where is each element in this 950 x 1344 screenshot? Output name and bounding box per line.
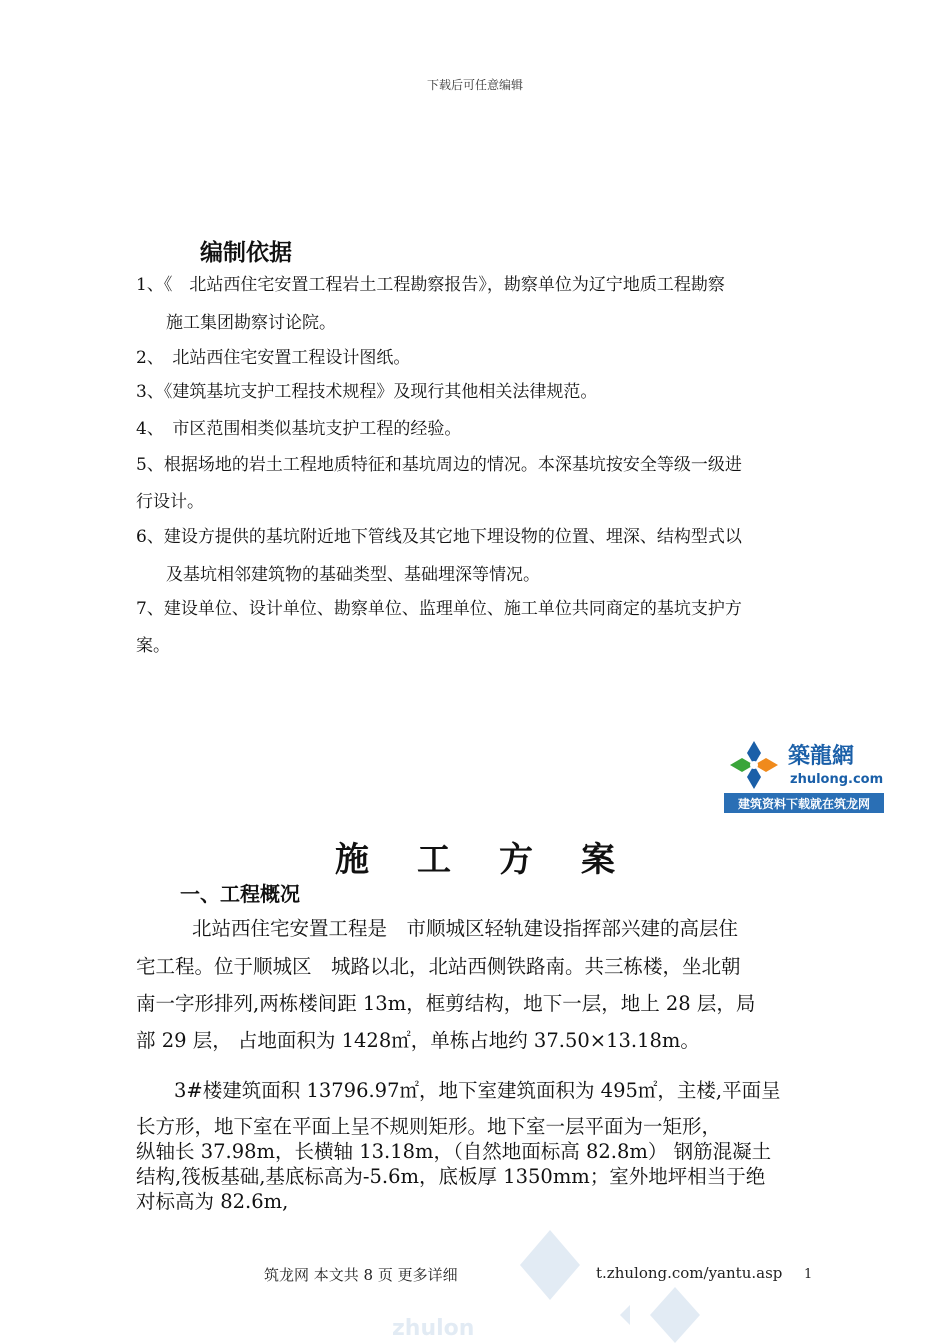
footer-url[interactable]: t.zhulong.com/yantu.asp <box>596 1264 783 1282</box>
paragraph-line: 北站西住宅安置工程是 市顺城区轻轨建设指挥部兴建的高层住 <box>192 917 739 940</box>
logo-name: 築龍網 <box>788 743 855 769</box>
paragraph-line: 对标高为 82.6m, <box>136 1190 289 1213</box>
section-title: 编制依据 <box>200 240 292 266</box>
subsection-title: 一、工程概况 <box>180 882 300 906</box>
logo-domain: zhulong.com <box>790 772 884 787</box>
list-line: 2、 北站西住宅安置工程设计图纸。 <box>136 348 411 368</box>
watermark-text: zhulon <box>392 1316 475 1341</box>
paragraph-line: 结构,筏板基础,基底标高为-5.6m，底板厚 1350mm；室外地坪相当于绝 <box>136 1165 766 1188</box>
list-line: 5、根据场地的岩土工程地质特征和基坑周边的情况。本深基坑按安全等级一级进 <box>136 455 742 475</box>
list-line: 施工集团勘察讨论院。 <box>166 313 336 333</box>
header-note: 下载后可任意编辑 <box>426 78 523 92</box>
watermark-snowflake-icon <box>640 1285 710 1344</box>
plan-title-char: 案 <box>581 840 615 880</box>
paragraph-line: 南一字形排列,两栋楼间距 13m，框剪结构，地下一层，地上 28 层，局 <box>136 992 756 1015</box>
paragraph-line: 宅工程。位于顺城区 城路以北，北站西侧铁路南。共三栋楼，坐北朝 <box>136 955 741 978</box>
list-line: 3、《建筑基坑支护工程技术规程》及现行其他相关法律规范。 <box>136 382 598 402</box>
plan-title-char: 工 <box>417 840 451 880</box>
list-line: 案。 <box>136 636 170 656</box>
plan-title-char: 方 <box>499 840 533 880</box>
list-line: 1、《 北站西住宅安置工程岩土工程勘察报告》，勘察单位为辽宁地质工程勘察 <box>136 275 725 295</box>
paragraph-line: 纵轴长 37.98m，长横轴 13.18m，（自然地面标高 82.8m） 钢筋混凝土 <box>136 1140 772 1163</box>
plan-title-char: 施 <box>335 840 369 880</box>
page-number: 1 <box>804 1267 813 1282</box>
watermark-snowflake-icon <box>480 1225 630 1344</box>
list-line: 7、建设单位、设计单位、勘察单位、监理单位、施工单位共同商定的基坑支护方 <box>136 599 742 619</box>
footer-text: 筑龙网 本文共 8 页 更多详细 <box>264 1266 458 1284</box>
list-line: 4、 市区范围相类似基坑支护工程的经验。 <box>136 419 462 439</box>
zhulong-logo <box>724 733 884 813</box>
list-line: 6、建设方提供的基坑附近地下管线及其它地下埋设物的位置、埋深、结构型式以 <box>136 527 742 547</box>
paragraph-line: 部 29 层， 占地面积为 1428㎡，单栋占地约 37.50×13.18m。 <box>136 1029 700 1052</box>
paragraph-line: 3#楼建筑面积 13796.97㎡，地下室建筑面积为 495㎡，主楼,平面呈 <box>174 1079 781 1102</box>
list-line: 及基坑相邻建筑物的基础类型、基础埋深等情况。 <box>166 565 540 585</box>
logo-slogan: 建筑资料下载就在筑龙网 <box>737 797 871 811</box>
list-line: 行设计。 <box>136 492 204 512</box>
paragraph-line: 长方形，地下室在平面上呈不规则矩形。地下室一层平面为一矩形， <box>136 1115 722 1138</box>
plan-title <box>0 832 950 881</box>
